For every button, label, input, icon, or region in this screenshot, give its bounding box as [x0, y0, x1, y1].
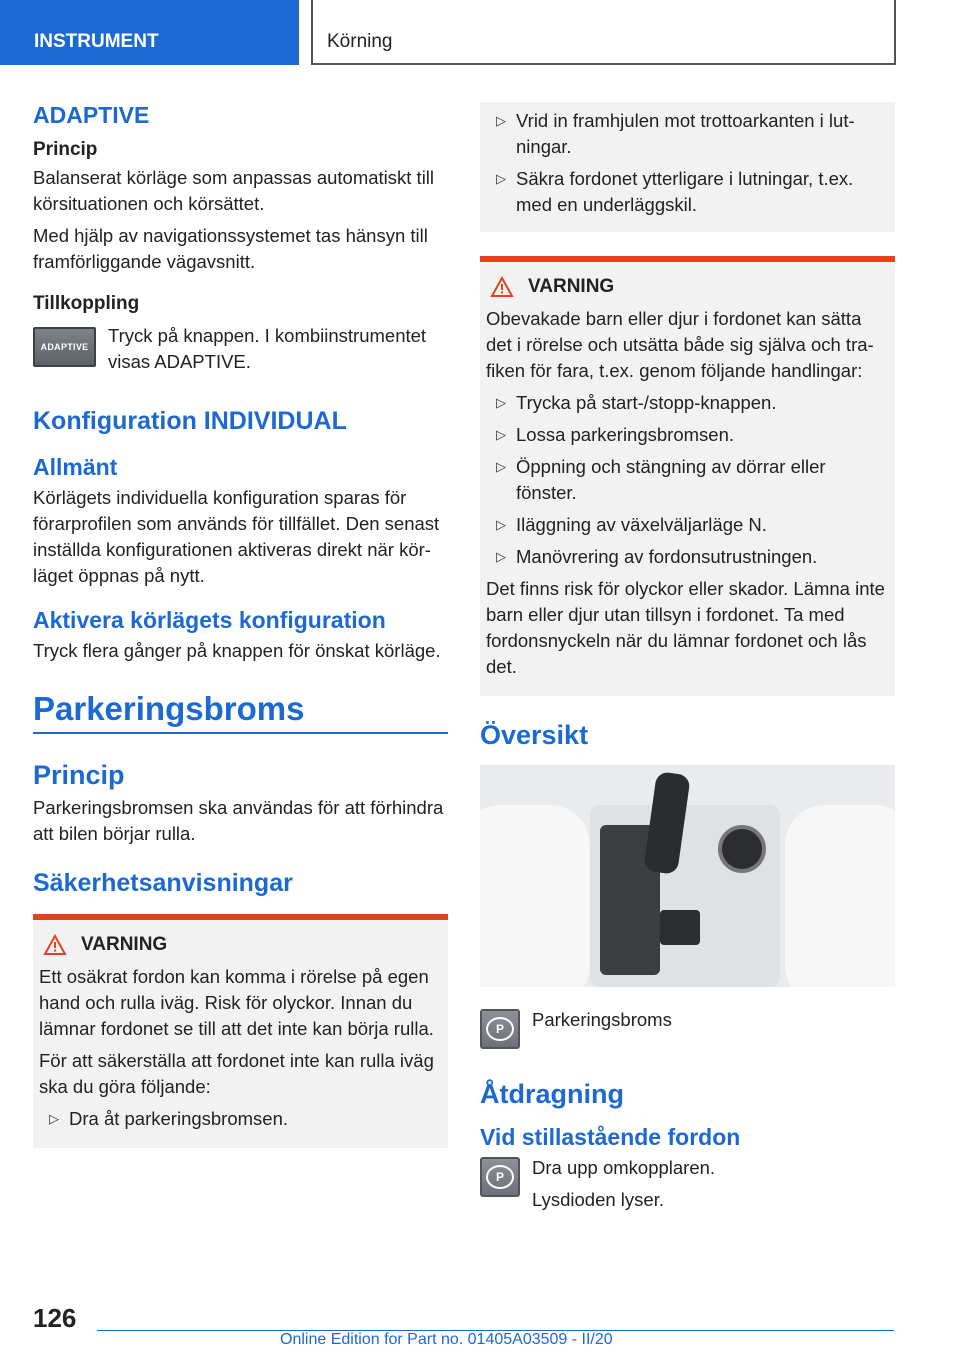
- triangle-marker-icon: ▷: [496, 549, 506, 564]
- stillastaende-title: Vid stillastående fordon: [480, 1124, 741, 1150]
- parking-brake-symbol: P: [486, 1017, 514, 1041]
- parking-brake-switch-icon: [660, 910, 700, 945]
- right-column: [480, 102, 895, 1219]
- princip-paragraph-2: Med hjälp av navigationssystemet tas hänsyn till framförliggande vägavsnitt.: [33, 225, 428, 272]
- aktivera-title: Aktivera körlägets konfiguration: [33, 607, 386, 633]
- footer-edition: Online Edition for Part no. 01405A03509 - II/20: [280, 1331, 613, 1348]
- list-item: ▷ Säkra fordonet ytterligare i lutningar, t.ex. med en underläggskil.: [486, 166, 889, 218]
- list-item: ▷ Lossa parkeringsbromsen.: [486, 422, 889, 448]
- triangle-marker-icon: ▷: [49, 1111, 59, 1126]
- warning-1-paragraph-2: För att säkerställa att fordonet inte kan rulla iväg ska du göra följande:: [39, 1050, 434, 1097]
- triangle-marker-icon: ▷: [496, 395, 506, 410]
- warning-title-text-2: VARNING: [528, 276, 615, 297]
- triangle-marker-icon: ▷: [496, 171, 506, 186]
- list-item: ▷ Öppning och stängning av dörrar eller fönster.: [486, 454, 889, 506]
- controller-knob-icon: [718, 825, 766, 873]
- princip-label: Princip: [33, 139, 98, 160]
- pbutton-label: Parkeringsbroms: [532, 1009, 672, 1030]
- parkering-title: Parkeringsbroms: [33, 690, 448, 734]
- triangle-marker-icon: ▷: [496, 517, 506, 532]
- atdragning-title: Åtdragning: [480, 1079, 624, 1109]
- step-1: Dra upp omkopplaren.: [532, 1157, 716, 1178]
- warning-2-paragraph-2: Det finns risk för olyckor eller skador. Lämna inte barn eller djur utan tillsyn i fordonet. Ta med fordonsnyckeln när du lämnar fordonet och lås det.: [486, 578, 885, 677]
- adaptive-title: ADAPTIVE: [33, 102, 150, 128]
- step-row: [480, 1155, 895, 1219]
- warning-box-1-continued: [480, 102, 895, 232]
- parking-brake-symbol: P: [486, 1165, 514, 1189]
- list-item: ▷ Iläggning av växelväljarläge N.: [486, 512, 889, 538]
- warning-1-paragraph-1: Ett osäkrat fordon kan komma i rörelse på egen hand och rulla iväg. Risk för olyckor. Innan du lämnar fordonet se till att det inte kan börja rulla.: [39, 966, 434, 1039]
- warning-box-2: [480, 256, 895, 696]
- list-item: ▷ Trycka på start-/stopp-knappen.: [486, 390, 889, 416]
- pbutton-row: [480, 1007, 895, 1049]
- list-item: ▷ Vrid in framhjulen mot trottoarkanten i lutningar.: [486, 108, 889, 160]
- triangle-marker-icon: ▷: [496, 459, 506, 474]
- triangle-marker-icon: ▷: [496, 113, 506, 128]
- list-item: ▷ Dra åt parkeringsbromsen.: [39, 1106, 442, 1132]
- header-section: INSTRUMENT: [0, 0, 299, 65]
- warning-triangle-icon: [490, 276, 514, 298]
- oversikt-title: Översikt: [480, 720, 589, 750]
- princip2-text: Parkeringsbromsen ska användas för att förhindra att bilen börjar rulla.: [33, 797, 444, 844]
- tillkoppling-text: Tryck på knappen. I kombiinstrumentet visas ADAPTIVE.: [108, 325, 427, 372]
- adaptive-button-icon: ADAPTIVE: [33, 327, 96, 367]
- warning-box-1: [33, 914, 448, 1148]
- warning-title-2: [486, 276, 889, 298]
- princip2-title: Princip: [33, 760, 125, 790]
- left-column: [33, 102, 448, 1148]
- konfig-title: Konfiguration INDIVIDUAL: [33, 407, 347, 435]
- triangle-marker-icon: ▷: [496, 427, 506, 442]
- header-chapter: Körning: [311, 0, 896, 65]
- parking-brake-button-icon: [480, 1157, 520, 1197]
- aktivera-text: Tryck flera gånger på knappen för önskat körläge.: [33, 640, 441, 661]
- parking-brake-button-icon: [480, 1009, 520, 1049]
- warning-title-text-1: VARNING: [81, 934, 168, 955]
- warning-2-paragraph-1: Obevakade barn eller djur i fordonet kan sätta det i rörelse och utsätta både sig själva och trafiken för fara, t.ex. genom följande handlingar:: [486, 308, 874, 381]
- allmant-title: Allmänt: [33, 454, 118, 480]
- adaptive-button-row: [33, 323, 448, 381]
- list-item: ▷ Manövrering av fordonsutrustningen.: [486, 544, 889, 570]
- sakerhet-title: Säkerhetsanvisningar: [33, 869, 293, 897]
- princip-paragraph-1: Balanserat körläge som anpassas automatiskt till körsituationen och körsättet.: [33, 167, 435, 214]
- allmant-text: Körlägets individuella konfiguration sparas för förarprofilen som används för tillfället. Den senast inställda konfigurationen aktiveras direkt när körläget öppnas på nytt.: [33, 487, 440, 586]
- tillkoppling-label: Tillkoppling: [33, 293, 140, 314]
- step-2: Lysdioden lyser.: [532, 1189, 664, 1210]
- page-number: 126: [33, 1303, 77, 1333]
- console-photo: [480, 765, 895, 987]
- warning-triangle-icon: [43, 934, 67, 956]
- warning-title-1: [39, 934, 442, 956]
